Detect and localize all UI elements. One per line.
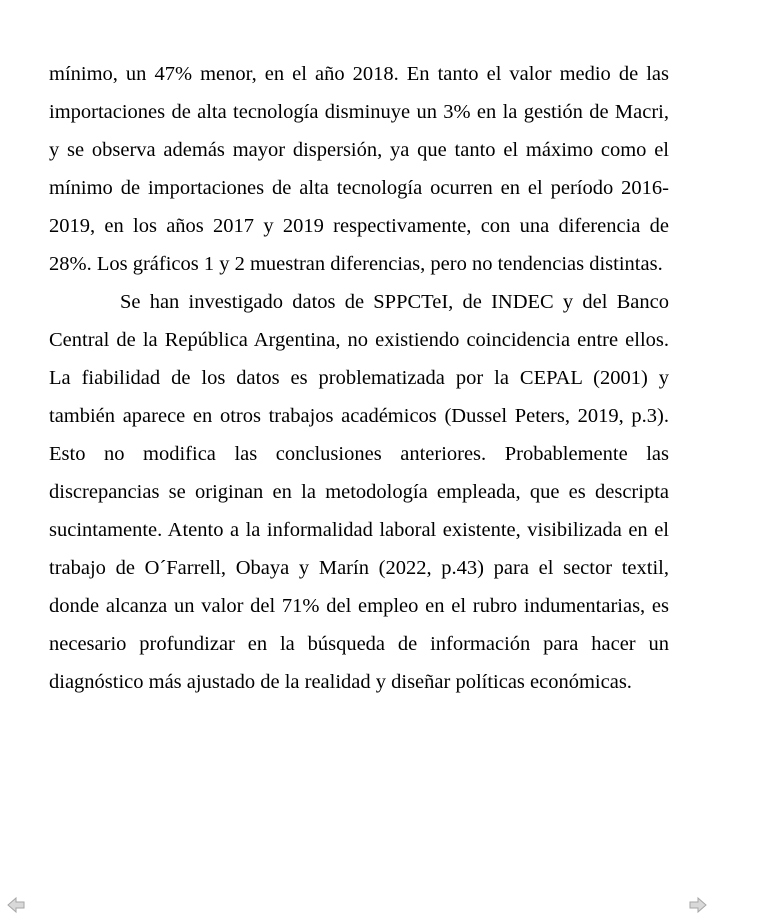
paragraph-1: mínimo, un 47% menor, en el año 2018. En tanto el valor medio de las importaciones de alta tecnología disminuye un 3% en la gestión de Macri, y se observa además mayor dispersión, ya que tanto el máximo como el mínimo de importaciones de alta tecnología ocurren en el período 2016-2019, en los años 2017 y 2019 respectivamente, con una diferencia de 28%. Los gráficos 1 y 2 muestran diferencias, pero no tendencias distintas. — [49, 63, 669, 275]
previous-page-button[interactable] — [6, 895, 26, 915]
arrow-left-icon — [6, 895, 26, 915]
next-page-button[interactable] — [688, 895, 708, 915]
arrow-right-icon — [688, 895, 708, 915]
document-body — [49, 55, 669, 701]
paragraph-2: Se han investigado datos de SPPCTeI, de INDEC y del Banco Central de la República Argentina, no existiendo coincidencia entre ellos. La fiabilidad de los datos es problematizada por la CEPAL (2001) y también aparece en otros trabajos académicos (Dussel Peters, 2019, p.3). Esto no modifica las conclusiones anteriores. Probablemente las discrepancias se originan en la metodología empleada, que es descripta sucintamente. Atento a la informalidad laboral existente, visibilizada en el trabajo de O´Farrell, Obaya y Marín (2022, p.43) para el sector textil, donde alcanza un valor del 71% del empleo en el rubro indumentarias, es necesario profundizar en la búsqueda de información para hacer un diagnóstico más ajustado de la realidad y diseñar políticas económicas. — [49, 291, 669, 693]
